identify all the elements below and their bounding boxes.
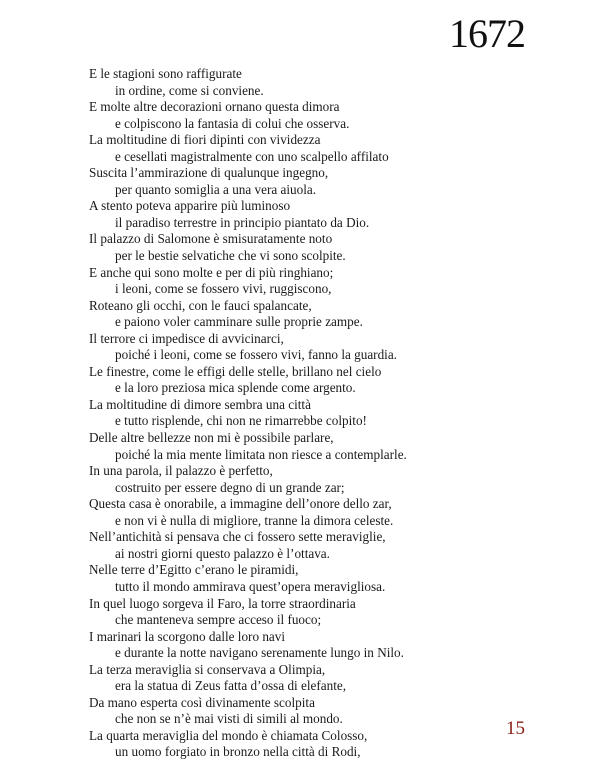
- poem-line: e non vi è nulla di migliore, tranne la dimora celeste.: [115, 512, 394, 528]
- poem-line: e durante la notte navigano serenamente lungo in Nilo.: [115, 645, 404, 661]
- poem-line: Delle altre bellezze non mi è possibile parlare,: [89, 430, 334, 446]
- poem-line: Suscita l’ammirazione di qualunque ingegno,: [89, 165, 329, 181]
- poem-line: Il terrore ci impedisce di avvicinarci,: [89, 330, 284, 346]
- poem-line: in ordine, come si conviene.: [115, 82, 264, 98]
- poem-line: poiché i leoni, come se fossero vivi, fanno la guardia.: [115, 347, 397, 363]
- poem-line: e paiono voler camminare sulle proprie zampe.: [115, 314, 363, 330]
- poem-line: e la loro preziosa mica splende come argento.: [115, 380, 356, 396]
- poem-line: E le stagioni sono raffigurate: [89, 66, 242, 81]
- poem-line: e tutto risplende, chi non ne rimarrebbe colpito!: [115, 413, 367, 429]
- poem-line: Il palazzo di Salomone è smisuratamente noto: [89, 231, 333, 247]
- poem-line: poiché la mia mente limitata non riesce a contemplarle.: [115, 446, 407, 462]
- poem-text: [89, 66, 559, 761]
- poem-line: per quanto somiglia a una vera aiuola.: [115, 181, 317, 197]
- poem-line: La moltitudine di dimore sembra una città: [89, 396, 311, 412]
- poem-line: La quarta meraviglia del mondo è chiamata Colosso,: [89, 727, 368, 743]
- poem-line: Roteano gli occhi, con le fauci spalancate,: [89, 297, 312, 313]
- poem-line: Nell’antichità si pensava che ci fossero sette meraviglie,: [89, 529, 386, 545]
- poem-line: In quel luogo sorgeva il Faro, la torre straordinaria: [89, 595, 356, 611]
- poem-line: E anche qui sono molte e per di più ringhiano;: [89, 264, 334, 280]
- poem-line: che manteneva sempre acceso il fuoco;: [115, 612, 322, 628]
- poem-line: e cesellati magistralmente con uno scalpello affilato: [115, 148, 389, 164]
- poem-line: Nelle terre d’Egitto c’erano le piramidi,: [89, 562, 299, 578]
- poem-line: il paradiso terrestre in principio piantato da Dio.: [115, 214, 370, 230]
- poem-line: tutto il mondo ammirava quest’opera meravigliosa.: [115, 578, 386, 594]
- poem-line: i leoni, come se fossero vivi, ruggiscono,: [115, 281, 332, 297]
- poem-line: costruito per essere degno di un grande zar;: [115, 479, 345, 495]
- poem-line: ai nostri giorni questo palazzo è l’ottava.: [115, 545, 330, 561]
- poem-line: A stento poteva apparire più luminoso: [89, 198, 291, 214]
- poem-line: che non se n’è mai visti di simili al mondo.: [115, 711, 343, 727]
- poem-line: I marinari la scorgono dalle loro navi: [89, 628, 286, 644]
- poem-line: e colpiscono la fantasia di colui che osserva.: [115, 115, 350, 131]
- poem-line: per le bestie selvatiche che vi sono scolpite.: [115, 248, 346, 264]
- poem-line: un uomo forgiato in bronzo nella città di Rodi,: [115, 744, 361, 760]
- poem-line: La terza meraviglia si conservava a Olimpia,: [89, 661, 326, 677]
- poem-line: La moltitudine di fiori dipinti con vividezza: [89, 132, 321, 148]
- poem-line: Le finestre, come le effigi delle stelle, brillano nel cielo: [89, 363, 382, 379]
- poem-line: Da mano esperta così divinamente scolpita: [89, 694, 315, 710]
- poem-line: Questa casa è onorabile, a immagine dell’onore dello zar,: [89, 496, 392, 512]
- page-year-heading: 1672: [449, 11, 525, 56]
- poem-line: E molte altre decorazioni ornano questa dimora: [89, 99, 340, 115]
- poem-line: era la statua di Zeus fatta d’ossa di elefante,: [115, 678, 347, 694]
- page-number: 15: [506, 718, 525, 739]
- poem-line: In una parola, il palazzo è perfetto,: [89, 463, 273, 479]
